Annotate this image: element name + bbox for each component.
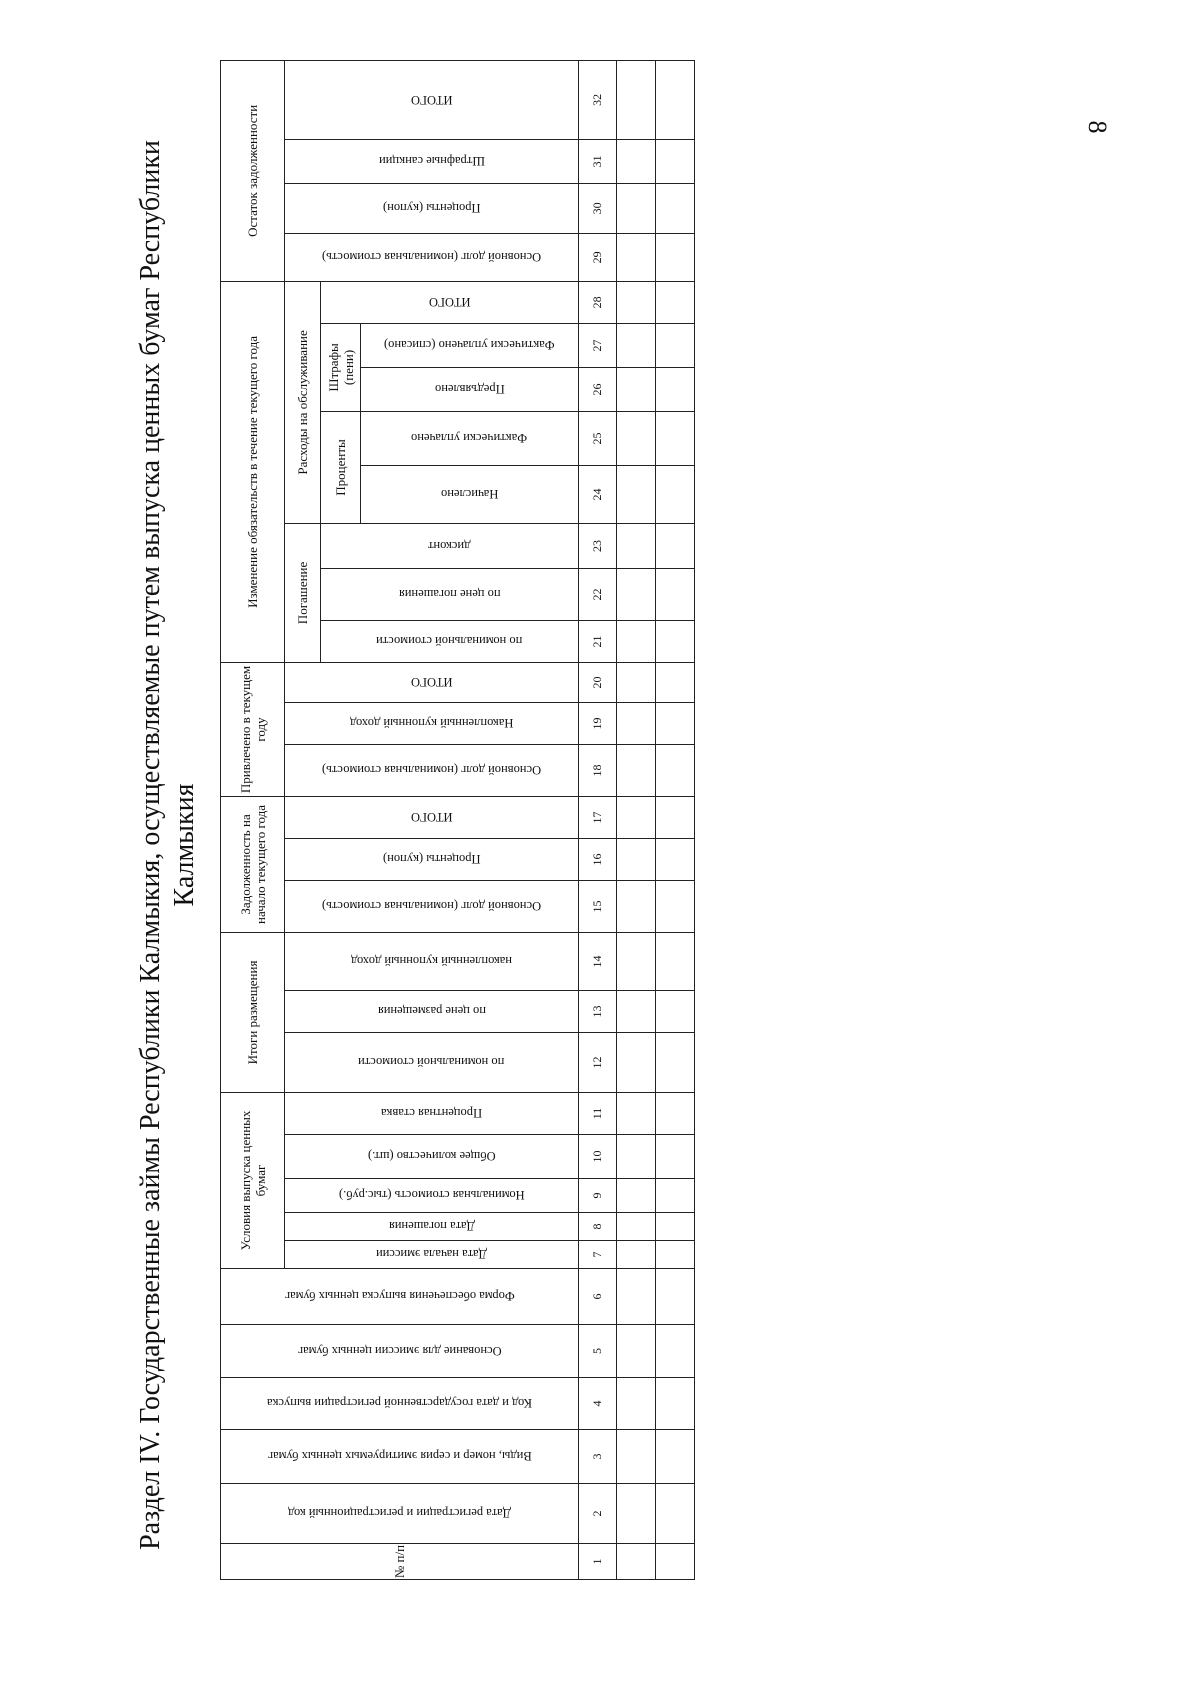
col-header-13: по цене размещения xyxy=(285,990,579,1032)
col-number: 21 xyxy=(579,620,617,662)
empty-cell xyxy=(656,139,695,183)
col-number: 29 xyxy=(579,233,617,281)
empty-cell xyxy=(656,60,695,139)
col-header-29: Основной долг (номинальная стоимость) xyxy=(285,233,579,281)
empty-cell xyxy=(617,323,656,367)
group-repayment: Погашение xyxy=(285,523,321,662)
empty-cell xyxy=(656,281,695,323)
empty-cell xyxy=(656,1430,695,1484)
empty-cell xyxy=(656,744,695,796)
empty-cell xyxy=(617,990,656,1032)
empty-cell xyxy=(617,838,656,880)
group-placement-results: Итоги размещения xyxy=(221,932,285,1092)
empty-cell xyxy=(656,1241,695,1269)
empty-cell xyxy=(617,880,656,932)
empty-cell xyxy=(656,1325,695,1378)
col-header-2: Дата регистрации и регистрационный код xyxy=(221,1484,579,1544)
col-header-17: ИТОГО xyxy=(285,796,579,838)
col-number: 12 xyxy=(579,1032,617,1092)
empty-cell xyxy=(617,1032,656,1092)
empty-cell xyxy=(617,1484,656,1544)
empty-cell xyxy=(656,411,695,465)
empty-cell xyxy=(617,367,656,411)
col-number: 8 xyxy=(579,1213,617,1241)
empty-cell xyxy=(656,1092,695,1134)
col-header-1: № п/п xyxy=(221,1544,579,1580)
col-header-5: Основание для эмиссии ценных бумаг xyxy=(221,1325,579,1378)
page-number: 8 xyxy=(1083,120,1112,134)
empty-cell xyxy=(617,702,656,744)
col-header-30: Проценты (купон) xyxy=(285,183,579,233)
empty-data-row xyxy=(617,60,656,1579)
securities-register-table xyxy=(220,60,695,1580)
col-header-14: накопленный купонный доход xyxy=(285,932,579,990)
empty-cell xyxy=(617,1269,656,1325)
col-number: 32 xyxy=(579,60,617,139)
col-number: 25 xyxy=(579,411,617,465)
group-issue-terms: Условия выпуска ценных бумаг xyxy=(221,1092,285,1268)
empty-cell xyxy=(617,568,656,620)
empty-cell xyxy=(656,838,695,880)
empty-cell xyxy=(656,323,695,367)
empty-cell xyxy=(656,1179,695,1213)
empty-cell xyxy=(617,796,656,838)
col-number: 27 xyxy=(579,323,617,367)
col-number: 6 xyxy=(579,1269,617,1325)
empty-cell xyxy=(617,60,656,139)
empty-cell xyxy=(656,233,695,281)
col-header-7: Дата начала эмиссии xyxy=(285,1241,579,1269)
col-header-11: Процентная ставка xyxy=(285,1092,579,1134)
empty-cell xyxy=(617,465,656,523)
empty-cell xyxy=(656,662,695,702)
col-header-9: Номинальная стоимость (тыс.руб.) xyxy=(285,1179,579,1213)
col-header-4: Код и дата государственной регистрации выпуска xyxy=(221,1378,579,1430)
empty-cell xyxy=(617,411,656,465)
col-header-24: Начислено xyxy=(361,465,579,523)
column-number-row xyxy=(579,60,617,1579)
col-header-31: Штрафные санкции xyxy=(285,139,579,183)
empty-cell xyxy=(656,568,695,620)
col-number: 2 xyxy=(579,1484,617,1544)
col-number: 4 xyxy=(579,1378,617,1430)
col-number: 26 xyxy=(579,367,617,411)
col-number: 20 xyxy=(579,662,617,702)
col-number: 23 xyxy=(579,523,617,568)
col-number: 10 xyxy=(579,1135,617,1179)
empty-cell xyxy=(656,932,695,990)
empty-cell xyxy=(617,1092,656,1134)
empty-cell xyxy=(617,1430,656,1484)
empty-cell xyxy=(617,1544,656,1580)
empty-cell xyxy=(617,1241,656,1269)
empty-cell xyxy=(617,233,656,281)
group-raised: Привлечено в текущем году xyxy=(221,662,285,796)
col-number: 17 xyxy=(579,796,617,838)
col-header-28: ИТОГО xyxy=(321,281,579,323)
col-header-15: Основной долг (номинальная стоимость) xyxy=(285,880,579,932)
col-number: 28 xyxy=(579,281,617,323)
col-header-10: Общее количество (шт.) xyxy=(285,1135,579,1179)
empty-data-row xyxy=(656,60,695,1579)
empty-cell xyxy=(617,744,656,796)
col-header-8: Дата погашения xyxy=(285,1213,579,1241)
col-number: 22 xyxy=(579,568,617,620)
empty-cell xyxy=(656,183,695,233)
col-number: 18 xyxy=(579,744,617,796)
empty-cell xyxy=(617,139,656,183)
rotated-content xyxy=(130,70,630,1620)
empty-cell xyxy=(656,1213,695,1241)
col-number: 11 xyxy=(579,1092,617,1134)
col-header-23: дисконт xyxy=(321,523,579,568)
col-number: 13 xyxy=(579,990,617,1032)
empty-cell xyxy=(656,1135,695,1179)
empty-cell xyxy=(656,523,695,568)
col-header-27: Фактически уплачено (списано) xyxy=(361,323,579,367)
empty-cell xyxy=(617,1135,656,1179)
empty-cell xyxy=(617,620,656,662)
col-header-6: Форма обеспечения выпуска ценных бумаг xyxy=(221,1269,579,1325)
col-number: 7 xyxy=(579,1241,617,1269)
empty-cell xyxy=(656,465,695,523)
group-service-costs: Расходы на обслуживание xyxy=(285,281,321,523)
empty-cell xyxy=(656,1269,695,1325)
group-interest: Проценты xyxy=(321,411,361,523)
col-header-18: Основной долг (номинальная стоимость) xyxy=(285,744,579,796)
empty-cell xyxy=(656,620,695,662)
group-balance: Остаток задолженности xyxy=(221,60,285,281)
col-number: 15 xyxy=(579,880,617,932)
col-number: 30 xyxy=(579,183,617,233)
col-number: 14 xyxy=(579,932,617,990)
col-number: 1 xyxy=(579,1544,617,1580)
col-number: 16 xyxy=(579,838,617,880)
group-penalties: Штрафы (пени) xyxy=(321,323,361,411)
empty-cell xyxy=(656,1032,695,1092)
empty-cell xyxy=(617,1213,656,1241)
empty-cell xyxy=(617,281,656,323)
col-header-26: Предъявлено xyxy=(361,367,579,411)
col-header-20: ИТОГО xyxy=(285,662,579,702)
col-number: 5 xyxy=(579,1325,617,1378)
empty-cell xyxy=(656,1544,695,1580)
empty-cell xyxy=(656,880,695,932)
empty-cell xyxy=(656,1378,695,1430)
empty-cell xyxy=(617,183,656,233)
empty-cell xyxy=(656,367,695,411)
col-header-3: Виды, номер и серия эмитируемых ценных бумаг xyxy=(221,1430,579,1484)
empty-cell xyxy=(656,796,695,838)
empty-cell xyxy=(617,1325,656,1378)
empty-cell xyxy=(617,1179,656,1213)
section-title: Раздел IV. Государственные займы Республики Калмыкия, осуществляемые путем выпуска ценных бумаг Республики Калмыкия xyxy=(135,140,200,1550)
empty-cell xyxy=(617,523,656,568)
col-number: 19 xyxy=(579,702,617,744)
col-header-22: по цене погашения xyxy=(321,568,579,620)
empty-cell xyxy=(656,990,695,1032)
group-changes: Изменение обязательств в течение текущего года xyxy=(221,281,285,662)
empty-cell xyxy=(617,932,656,990)
col-header-21: по номинальной стоимости xyxy=(321,620,579,662)
col-number: 24 xyxy=(579,465,617,523)
col-number: 9 xyxy=(579,1179,617,1213)
col-header-16: Проценты (купон) xyxy=(285,838,579,880)
empty-cell xyxy=(656,1484,695,1544)
empty-cell xyxy=(617,662,656,702)
col-header-12: по номинальной стоимости xyxy=(285,1032,579,1092)
group-debt-start: Задолженность на начало текущего года xyxy=(221,796,285,932)
col-header-32: ИТОГО xyxy=(285,60,579,139)
col-number: 31 xyxy=(579,139,617,183)
empty-cell xyxy=(617,1378,656,1430)
col-header-19: Накопленный купонный доход xyxy=(285,702,579,744)
col-number: 3 xyxy=(579,1430,617,1484)
col-header-25: Фактически уплачено xyxy=(361,411,579,465)
empty-cell xyxy=(656,702,695,744)
